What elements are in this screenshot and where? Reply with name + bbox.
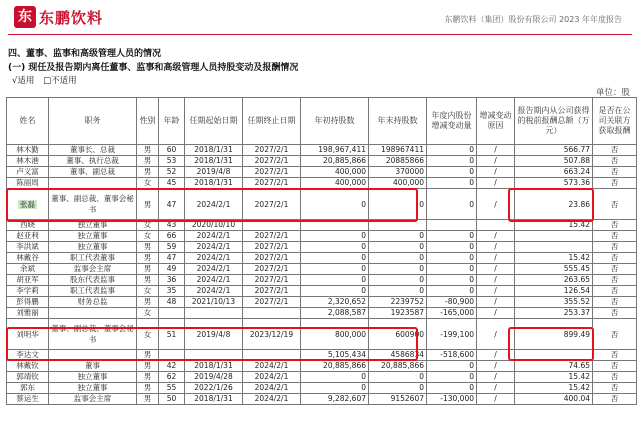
table-cell [301, 220, 369, 231]
table-header-row [7, 98, 637, 145]
table-cell: 53 [159, 156, 185, 167]
table-row [7, 156, 637, 167]
table-cell: 55 [159, 383, 185, 394]
table-cell: 2018/1/31 [185, 361, 243, 372]
table-cell [243, 308, 301, 319]
table-cell: 赵亚利 [7, 231, 49, 242]
table-cell: 董事、执行总裁 [49, 156, 137, 167]
table-cell: 独立董事 [49, 242, 137, 253]
table-cell: 2018/1/31 [185, 145, 243, 156]
table-cell: 否 [593, 145, 637, 156]
table-cell [515, 242, 593, 253]
column-header: 年末持股数 [369, 98, 427, 145]
table-cell: / [477, 264, 515, 275]
table-cell: 0 [427, 156, 477, 167]
table-cell: 董事长、总裁 [49, 145, 137, 156]
table-cell: 4586834 [369, 350, 427, 361]
table-cell: 36 [159, 275, 185, 286]
table-cell: 刘明华 [7, 319, 49, 350]
table-cell: 2024/2/1 [243, 372, 301, 383]
table-cell: 0 [427, 264, 477, 275]
table-cell: 0 [369, 242, 427, 253]
table-cell: 2,320,652 [301, 297, 369, 308]
table-cell: 否 [593, 383, 637, 394]
table-cell: / [477, 189, 515, 220]
table-cell: 42 [159, 361, 185, 372]
table-cell: 899.49 [515, 319, 593, 350]
table-row [7, 350, 637, 361]
table-cell: 0 [301, 189, 369, 220]
table-cell: 否 [593, 394, 637, 405]
table-cell: 否 [593, 167, 637, 178]
table-cell: 余斌 [7, 264, 49, 275]
table-cell: 男 [137, 264, 159, 275]
table-cell: 48 [159, 297, 185, 308]
table-cell: 2024/2/1 [243, 383, 301, 394]
table-cell: 独立董事 [49, 231, 137, 242]
table-cell: 400.04 [515, 394, 593, 405]
table-cell: 0 [427, 275, 477, 286]
table-cell: 0 [427, 372, 477, 383]
table-cell: 0 [301, 275, 369, 286]
table-cell: 51 [159, 319, 185, 350]
table-cell: 198,967,411 [301, 145, 369, 156]
applicable-unchecked: □不适用 [43, 76, 77, 86]
table-cell: 女 [137, 308, 159, 319]
table-cell [427, 220, 477, 231]
table-cell: 52 [159, 167, 185, 178]
table-cell: 2027/2/1 [243, 178, 301, 189]
table-row [7, 189, 637, 220]
column-header: 增减变动原因 [477, 98, 515, 145]
table-cell: 2239752 [369, 297, 427, 308]
table-cell: 2019/4/8 [185, 167, 243, 178]
table-cell: 独立董事 [49, 372, 137, 383]
table-cell: 2024/2/1 [243, 394, 301, 405]
table-cell: 0 [369, 264, 427, 275]
table-cell: 女 [137, 319, 159, 350]
table-cell: 否 [593, 319, 637, 350]
table-cell: / [477, 297, 515, 308]
table-cell [49, 178, 137, 189]
column-header: 报告期内从公司获得的税前报酬总额（万元） [515, 98, 593, 145]
table-cell: 0 [427, 167, 477, 178]
table-cell: 西晓 [7, 220, 49, 231]
table-cell: 否 [593, 242, 637, 253]
table-cell: / [477, 253, 515, 264]
table-cell: / [477, 350, 515, 361]
table-cell: 2024/2/1 [185, 286, 243, 297]
table-cell: 否 [593, 308, 637, 319]
table-cell: 15.42 [515, 220, 593, 231]
table-cell: 50 [159, 394, 185, 405]
table-cell: 60 [159, 145, 185, 156]
table-cell: 0 [427, 189, 477, 220]
table-cell: 独立董事 [49, 383, 137, 394]
table-row [7, 167, 637, 178]
logo-mark-icon: 东 [14, 6, 36, 28]
table-cell: 355.52 [515, 297, 593, 308]
table-cell: 男 [137, 242, 159, 253]
table-row [7, 242, 637, 253]
table-row [7, 286, 637, 297]
section-title: 四、董事、监事和高级管理人员的情况 [8, 49, 162, 59]
table-cell [159, 350, 185, 361]
table-cell: 否 [593, 361, 637, 372]
column-header: 年龄 [159, 98, 185, 145]
table-cell: 2024/2/1 [185, 231, 243, 242]
table-cell: / [477, 394, 515, 405]
table-cell: 0 [301, 253, 369, 264]
table-cell: 郭靖钦 [7, 372, 49, 383]
table-row [7, 220, 637, 231]
table-cell: 男 [137, 275, 159, 286]
table-cell: 林木勤 [7, 145, 49, 156]
table-row [7, 297, 637, 308]
column-header: 年度内股份增减变动量 [427, 98, 477, 145]
table-cell: 否 [593, 297, 637, 308]
table-cell: 15.42 [515, 372, 593, 383]
table-cell: 0 [369, 286, 427, 297]
table-cell: / [477, 319, 515, 350]
table-cell: 男 [137, 383, 159, 394]
table-row [7, 319, 637, 350]
table-cell: 74.65 [515, 361, 593, 372]
table-cell: 400,000 [301, 178, 369, 189]
column-header: 年初持股数 [301, 98, 369, 145]
table-row [7, 178, 637, 189]
table-cell [515, 231, 593, 242]
table-cell: 573.36 [515, 178, 593, 189]
applicable-options [12, 74, 83, 86]
table-cell: 2,088,587 [301, 308, 369, 319]
table-cell: 郭东 [7, 383, 49, 394]
table-cell: 监事会主席 [49, 264, 137, 275]
table-cell: 否 [593, 264, 637, 275]
table-row [7, 231, 637, 242]
table-cell: / [477, 156, 515, 167]
highlighted-name: 张磊 [20, 199, 35, 209]
table-cell: 0 [427, 145, 477, 156]
table-cell: 43 [159, 220, 185, 231]
table-cell: 男 [137, 372, 159, 383]
table-cell: 否 [593, 275, 637, 286]
table-cell: 2019/4/28 [185, 372, 243, 383]
table-cell: 198967411 [369, 145, 427, 156]
table-cell: 男 [137, 350, 159, 361]
table-cell: 女 [137, 178, 159, 189]
table-cell: 663.24 [515, 167, 593, 178]
table-cell: 45 [159, 178, 185, 189]
table-cell [49, 308, 137, 319]
header-divider [8, 34, 632, 35]
table-cell: 9,282,607 [301, 394, 369, 405]
table-cell: 男 [137, 361, 159, 372]
table-cell: / [477, 286, 515, 297]
table-cell: 男 [137, 394, 159, 405]
table-row [7, 361, 637, 372]
table-cell: 2027/2/1 [243, 189, 301, 220]
table-cell: 否 [593, 189, 637, 220]
table-cell: 李学莉 [7, 286, 49, 297]
table-cell: 0 [427, 383, 477, 394]
table-cell: 15.42 [515, 383, 593, 394]
table-cell: 董事、副总裁、董事会秘书 [49, 189, 137, 220]
table-cell: 0 [301, 264, 369, 275]
table-cell: -199,100 [427, 319, 477, 350]
table-cell: 126.54 [515, 286, 593, 297]
table-cell: 李洪斌 [7, 242, 49, 253]
table-cell: 胡亚军 [7, 275, 49, 286]
table-cell: 400,000 [369, 178, 427, 189]
table-cell: 0 [369, 189, 427, 220]
column-header: 性别 [137, 98, 159, 145]
table-cell: 0 [301, 231, 369, 242]
table-cell [477, 220, 515, 231]
table-cell: / [477, 383, 515, 394]
table-cell: 否 [593, 231, 637, 242]
column-header: 任期终止日期 [243, 98, 301, 145]
table-cell: 2027/2/1 [243, 253, 301, 264]
applicable-checked: √适用 [12, 76, 35, 86]
table-cell: / [477, 145, 515, 156]
table-cell: 2027/2/1 [243, 275, 301, 286]
table-cell: -80,900 [427, 297, 477, 308]
table-cell: 2020/10/10 [185, 220, 243, 231]
table-cell [515, 350, 593, 361]
logo-text: 东鹏饮料 [39, 8, 104, 27]
table-cell: 2027/2/1 [243, 286, 301, 297]
table-cell: 0 [427, 242, 477, 253]
table-cell: 370000 [369, 167, 427, 178]
table-cell: 0 [427, 253, 477, 264]
table-cell: 男 [137, 253, 159, 264]
table-cell: 否 [593, 220, 637, 231]
table-cell [369, 220, 427, 231]
table-cell: 职工代表董事 [49, 253, 137, 264]
table-cell: 否 [593, 156, 637, 167]
table-cell: 财务总监 [49, 297, 137, 308]
table-cell: 2027/2/1 [243, 231, 301, 242]
table-cell: 林戴谷 [7, 253, 49, 264]
table-cell: 男 [137, 145, 159, 156]
table-row [7, 372, 637, 383]
table-cell: -130,000 [427, 394, 477, 405]
column-header: 姓名 [7, 98, 49, 145]
table-cell: 林木港 [7, 156, 49, 167]
table-cell: 男 [137, 297, 159, 308]
table-cell: 800,000 [301, 319, 369, 350]
table-cell: 刘雅丽 [7, 308, 49, 319]
table-cell: 女 [137, 220, 159, 231]
table-cell [243, 350, 301, 361]
table-row [7, 145, 637, 156]
table-cell: 否 [593, 178, 637, 189]
table-cell: 66 [159, 231, 185, 242]
table-cell: 2027/2/1 [243, 297, 301, 308]
table-cell: 女 [137, 286, 159, 297]
table-cell: 47 [159, 253, 185, 264]
table-cell: / [477, 275, 515, 286]
column-header: 是否在公司关联方获取报酬 [593, 98, 637, 145]
table-cell: 否 [593, 350, 637, 361]
table-cell: / [477, 372, 515, 383]
table-cell: 李达文 [7, 350, 49, 361]
table-cell: 507.88 [515, 156, 593, 167]
table-row [7, 253, 637, 264]
table-cell: 0 [369, 231, 427, 242]
table-cell: 0 [301, 383, 369, 394]
table-cell: / [477, 308, 515, 319]
table-cell: / [477, 178, 515, 189]
table-cell: 2022/1/26 [185, 383, 243, 394]
table-cell: 2027/2/1 [243, 242, 301, 253]
table-cell: / [477, 167, 515, 178]
table-cell: 49 [159, 264, 185, 275]
table-cell: 2021/10/13 [185, 297, 243, 308]
table-cell: 职工代表监事 [49, 286, 137, 297]
unit-label: 单位：股 [595, 88, 630, 98]
table-cell: 男 [137, 189, 159, 220]
table-row [7, 308, 637, 319]
table-cell: 董事 [49, 361, 137, 372]
report-header [0, 0, 640, 36]
table-cell: 20,885,866 [301, 361, 369, 372]
table-cell: -165,000 [427, 308, 477, 319]
table-cell: 555.45 [515, 264, 593, 275]
table-cell: 卢义富 [7, 167, 49, 178]
table-cell: 0 [369, 383, 427, 394]
table-cell: 2018/1/31 [185, 178, 243, 189]
table-cell: 2027/2/1 [243, 156, 301, 167]
table-cell: 62 [159, 372, 185, 383]
table-cell: 0 [301, 242, 369, 253]
table-cell: 20,885,866 [369, 361, 427, 372]
table-cell: 2024/2/1 [185, 253, 243, 264]
table-cell: 15.42 [515, 253, 593, 264]
table-cell: 0 [369, 275, 427, 286]
table-row [7, 383, 637, 394]
column-header: 职务 [49, 98, 137, 145]
table-cell: 董事、副总裁 [49, 167, 137, 178]
table-row [7, 275, 637, 286]
table-cell: 2024/2/1 [185, 242, 243, 253]
table-cell: 47 [159, 189, 185, 220]
table-cell: 2024/2/1 [185, 189, 243, 220]
table-cell: 0 [427, 231, 477, 242]
table-cell: 股东代表监事 [49, 275, 137, 286]
table-cell: / [477, 231, 515, 242]
table-cell: 2024/2/1 [185, 264, 243, 275]
table-cell: 林戴钦 [7, 361, 49, 372]
table-cell: 否 [593, 253, 637, 264]
table-cell: 陈丽周 [7, 178, 49, 189]
table-cell: 否 [593, 286, 637, 297]
table-cell: 566.77 [515, 145, 593, 156]
table-cell: 0 [427, 178, 477, 189]
table-cell: 2024/2/1 [243, 361, 301, 372]
shareholding-table [6, 97, 637, 405]
table-cell: 彭得鹏 [7, 297, 49, 308]
table-cell: 监事会主席 [49, 394, 137, 405]
table-cell: 2018/1/31 [185, 156, 243, 167]
table-cell: 2019/4/8 [185, 319, 243, 350]
table-cell: 23.86 [515, 189, 593, 220]
table-cell: 600900 [369, 319, 427, 350]
subsection-title: (一) 现任及报告期内离任董事、监事和高级管理人员持股变动及报酬情况 [8, 63, 299, 73]
table-cell: 男 [137, 167, 159, 178]
table-cell: 400,000 [301, 167, 369, 178]
table-cell: 1923587 [369, 308, 427, 319]
table-cell: 蔡运生 [7, 394, 49, 405]
company-logo [14, 5, 103, 29]
table-cell: 男 [137, 156, 159, 167]
column-header: 任期起始日期 [185, 98, 243, 145]
table-cell: 9152607 [369, 394, 427, 405]
table-cell: 独立董事 [49, 220, 137, 231]
table-cell: 35 [159, 286, 185, 297]
table-cell [185, 308, 243, 319]
table-cell: 20,885,866 [301, 156, 369, 167]
table-cell: 2027/2/1 [243, 145, 301, 156]
table-cell: 5,105,434 [301, 350, 369, 361]
table-cell [243, 220, 301, 231]
table-cell: 263.65 [515, 275, 593, 286]
table-row [7, 394, 637, 405]
table-cell: 0 [301, 372, 369, 383]
table-cell: 59 [159, 242, 185, 253]
table-cell: 0 [301, 286, 369, 297]
table-row [7, 264, 637, 275]
table-cell: 2018/1/31 [185, 394, 243, 405]
table-cell: 0 [369, 372, 427, 383]
table-cell: 0 [427, 361, 477, 372]
report-title-line: 东鹏饮料（集团）股份有限公司 2023 年年度报告 [444, 15, 622, 24]
table-cell: 253.37 [515, 308, 593, 319]
table-cell: -518,600 [427, 350, 477, 361]
table-cell: 否 [593, 372, 637, 383]
table-cell: 2027/2/1 [243, 167, 301, 178]
table-cell: 0 [369, 253, 427, 264]
table-cell [159, 308, 185, 319]
table-cell: / [477, 242, 515, 253]
table-cell: 0 [427, 286, 477, 297]
table-cell [7, 189, 49, 220]
table-cell: 2023/12/19 [243, 319, 301, 350]
table-cell [49, 350, 137, 361]
table-cell [185, 350, 243, 361]
table-cell: 2027/2/1 [243, 264, 301, 275]
table-cell: 董事、副总裁、董事会秘书 [49, 319, 137, 350]
table-cell: 2024/2/1 [185, 275, 243, 286]
table-cell: / [477, 361, 515, 372]
table-cell: 女 [137, 231, 159, 242]
table-cell: 20885866 [369, 156, 427, 167]
